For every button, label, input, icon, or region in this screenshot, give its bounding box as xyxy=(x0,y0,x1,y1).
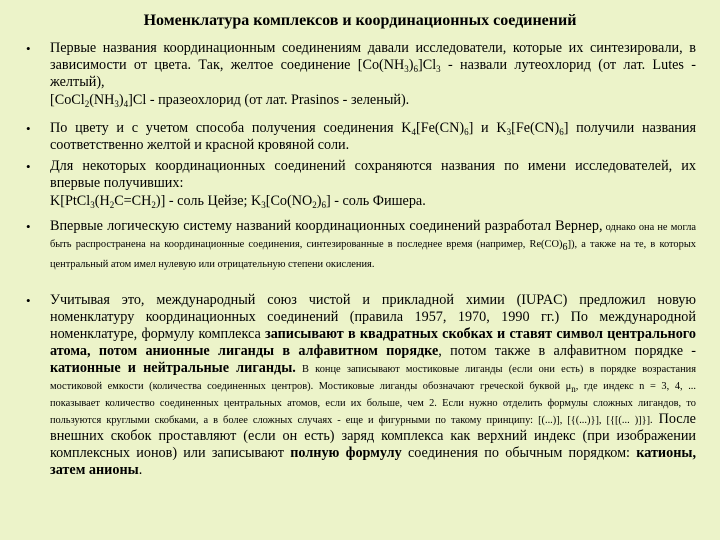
item-text: Учитывая это, международный союз чистой и прикладной химии (IUPAC) предложил новую номенклатуру координационных соединений (правила 1957, 1970, 1990 гг.) По международной номенклатуре, формулу комплекса xyxy=(50,292,696,342)
list-item xyxy=(26,218,696,272)
bullet-icon: • xyxy=(26,159,31,174)
item-small-text: ]), а также на те, в которых центральный атом имел нулевую или отрицательную степени окисления. xyxy=(50,239,696,270)
item-small-text: однако она не могла быть распространена на координационные соединения, синтезированные в последнее время (например, Re(CO) xyxy=(50,222,696,250)
item-text: ) xyxy=(118,92,124,108)
subscript: 2 xyxy=(84,99,90,109)
item-bold-text: полную формулу xyxy=(290,445,402,461)
item-text: ) xyxy=(408,57,414,73)
item-text: ] получили названия соответственно желтой и красной кровяной соли. xyxy=(50,120,696,153)
list-item xyxy=(26,292,697,479)
subscript: 6 xyxy=(413,64,418,74)
subscript: 6 xyxy=(562,242,568,253)
item-text: ) xyxy=(316,193,322,209)
item-text: . xyxy=(138,462,143,478)
bullet-icon: • xyxy=(26,41,31,56)
item-text: Для некоторых координационных соединений сохраняются названия по имени исследователей, их впервые получивших: xyxy=(50,158,696,191)
item-text: K[PtCl xyxy=(50,193,91,209)
subscript: n xyxy=(571,384,576,394)
subscript: 3 xyxy=(261,200,266,210)
item-text: (H xyxy=(94,193,110,209)
subscript: 6 xyxy=(559,127,564,137)
item-bold-text: катионы, затем анионы xyxy=(50,445,696,478)
list-item xyxy=(26,158,696,210)
item-text: (NH xyxy=(89,92,115,108)
item-text: По цвету и с учетом способа получения соединения K xyxy=(50,120,412,136)
item-text: [CoCl xyxy=(50,92,85,108)
item-text: Первые названия координационным соединениям давали исследователи, которые их синтезировали, в зависимости от цвета. Так, желтое соединение [Co(NH xyxy=(50,40,696,73)
item-text: , потом также в алфавитном порядке - xyxy=(438,343,696,359)
list-item xyxy=(26,120,696,154)
subscript: 4 xyxy=(411,127,416,137)
item-text: )] - соль Цейзе; K xyxy=(155,193,262,209)
formula-line xyxy=(50,193,696,210)
item-small-text: В конце записывают мостиковые лиганды (если они есть) в порядке возрастания мостиковой емкости (количества соединенных центров). Мостиковые лиганды обозначают греческой буквой μ xyxy=(50,364,696,392)
item-text: ] - соль Фишера. xyxy=(325,193,426,209)
item-text: соединения по обычным порядком: xyxy=(401,445,637,461)
item-bold-text: катионные и нейтральные лиганды. xyxy=(50,360,296,376)
subscript: 3 xyxy=(436,64,441,74)
subscript: 3 xyxy=(114,99,119,109)
subscript: 3 xyxy=(90,200,95,210)
item-text: Впервые логическую систему названий координационных соединений разработал Вернер, xyxy=(50,218,603,234)
item-text: [Fe(CN) xyxy=(416,120,465,136)
subscript: 3 xyxy=(506,127,512,137)
subscript: 6 xyxy=(464,127,469,137)
item-text: - назвали лутеохлорид (от лат. Lutes - желтый), xyxy=(50,57,696,90)
subscript: 3 xyxy=(404,64,409,74)
formula-line xyxy=(50,92,696,109)
bullet-icon: • xyxy=(26,293,31,308)
item-text: ]Cl xyxy=(418,57,437,73)
list-item xyxy=(26,40,696,109)
subscript: 2 xyxy=(312,200,317,210)
item-small-text: , где индекс n = 3, 4, ... показывает количество соединенных центральных атомов, если их больше, чем 2. Если нужно отделить формулы сложных лигандов, то пользуются круглыми скобками, а в более сложных случаях - еще и фигурными по такому принципу: [(...)], [{(...)}], [{[(... )]}]. xyxy=(50,381,697,426)
bullet-icon: • xyxy=(26,121,31,136)
item-text: ] и K xyxy=(468,120,507,136)
item-text: [Fe(CN) xyxy=(511,120,560,136)
item-bold-text: записывают в квадратных скобках и ставят символ центрального атома, потом анионные лиганды в алфавитном порядке xyxy=(50,326,696,359)
subscript: 6 xyxy=(321,200,326,210)
bullet-icon: • xyxy=(26,219,31,234)
subscript: 2 xyxy=(151,200,156,210)
subscript: 4 xyxy=(123,99,129,109)
item-text: После внешних скобок проставляют (если он есть) заряд комплекса как верхний индекс (при изображении комплексных ионов) или записывают xyxy=(50,411,696,461)
subscript: 2 xyxy=(109,200,115,210)
item-text: [Co(NO xyxy=(265,193,313,209)
item-text: C=CH xyxy=(114,193,152,209)
page-title: Номенклатура комплексов и координационных соединений xyxy=(143,12,577,29)
item-text: ]Cl - празеохлорид (от лат. Prasinos - зеленый). xyxy=(128,92,410,108)
